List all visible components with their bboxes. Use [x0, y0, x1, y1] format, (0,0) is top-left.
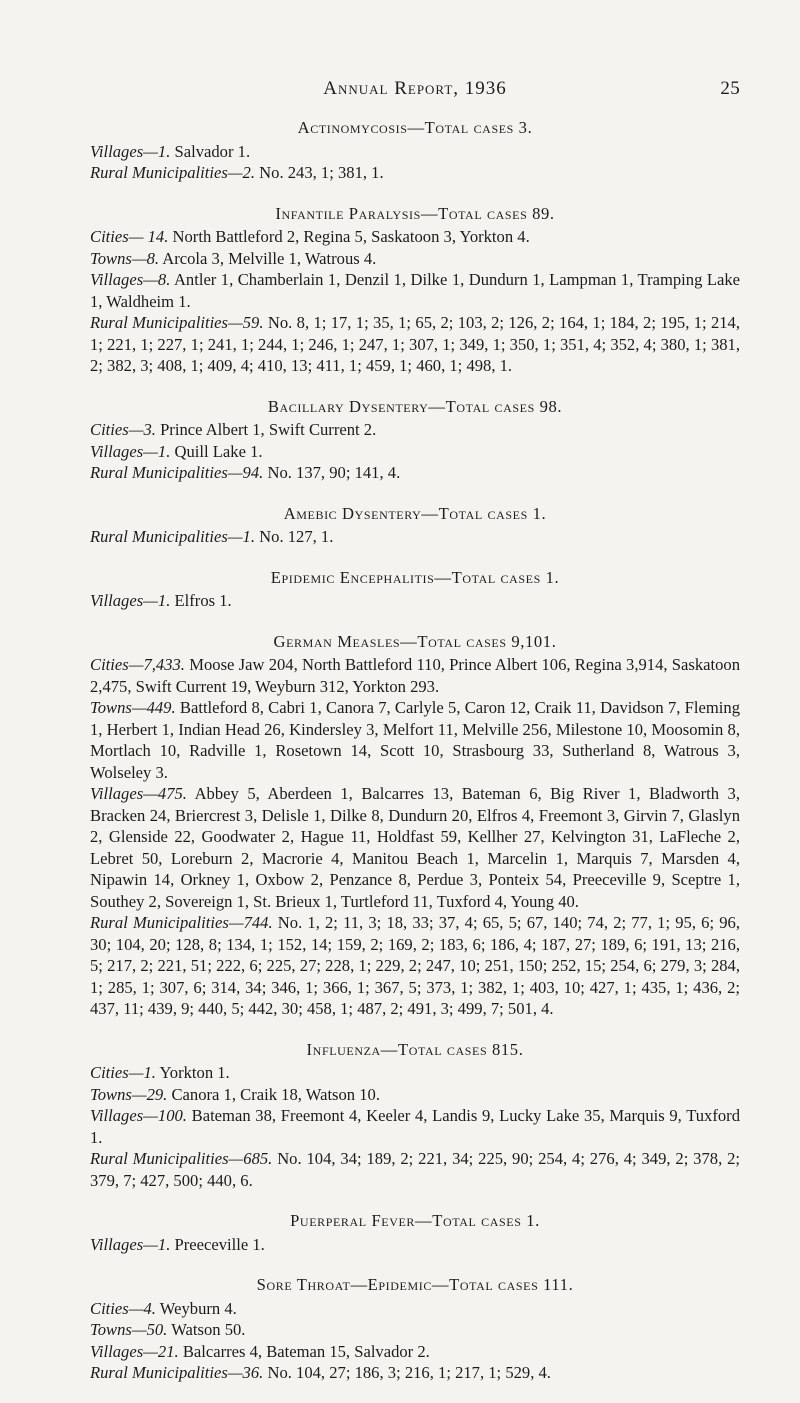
locality-entry — [90, 1319, 740, 1341]
locality-entry — [90, 697, 740, 783]
locality-case-list: No. 243, 1; 381, 1. — [259, 163, 384, 182]
locality-case-list: No. 137, 90; 141, 4. — [267, 463, 401, 482]
locality-case-list: North Battleford 2, Regina 5, Saskatoon 3, Yorkton 4. — [172, 227, 530, 246]
disease-heading: Bacillary Dysentery—Total cases 98. — [267, 396, 563, 416]
disease-heading: Sore Throat—Epidemic—Total cases 111. — [256, 1275, 574, 1294]
page-number: 25 — [720, 78, 740, 99]
locality-case-list: No. 127, 1. — [259, 527, 334, 546]
disease-heading: Infantile Paralysis—Total cases 89. — [275, 203, 555, 223]
disease-section — [90, 503, 740, 548]
locality-case-list: Weyburn 4. — [159, 1298, 237, 1318]
disease-section — [90, 1274, 740, 1384]
locality-entry — [90, 162, 740, 184]
disease-section — [90, 117, 740, 184]
locality-category-label: Villages—8. — [90, 270, 171, 289]
locality-case-list: Elfros 1. — [174, 591, 232, 610]
disease-heading: Influenza—Total cases 815. — [306, 1039, 524, 1059]
page-header — [90, 78, 740, 108]
locality-category-label: Rural Municipalities—685. — [90, 1149, 273, 1168]
locality-category-label: Cities—1. — [90, 1063, 156, 1082]
locality-entry — [90, 269, 740, 312]
disease-section — [90, 1039, 740, 1192]
locality-entry — [90, 226, 740, 248]
locality-category-label: Cities—3. — [90, 420, 156, 439]
locality-entry — [90, 419, 740, 441]
disease-heading: Puerperal Fever—Total cases 1. — [290, 1211, 540, 1230]
locality-entry — [90, 248, 740, 270]
locality-category-label: Villages—475. — [90, 784, 187, 803]
locality-case-list: Salvador 1. — [174, 141, 251, 161]
disease-heading: German Measles—Total cases 9,101. — [273, 631, 557, 651]
locality-entry — [90, 1234, 740, 1256]
locality-entry — [90, 783, 740, 912]
locality-entry — [90, 912, 740, 1020]
locality-case-list: Yorkton 1. — [159, 1063, 230, 1082]
locality-case-list: Battleford 8, Cabri 1, Canora 7, Carlyle 5, Caron 12, Craik 11, Davidson 7, Fleming 1, Herbert 1, Indian Head 26, Kindersley 3, Melfort 11, Melville 256, Milestone 10, Moosomin 8, Mortlach 10, Radville 1, Rosetown 14, Scott 10, Strasbourg 33, Sutherland 8, Watrous 3, Wolseley 3. — [90, 698, 740, 782]
locality-category-label: Rural Municipalities—94. — [90, 463, 264, 482]
locality-category-label: Rural Municipalities—744. — [90, 913, 273, 932]
locality-case-list: Arcola 3, Melville 1, Watrous 4. — [162, 248, 377, 268]
locality-category-label: Rural Municipalities—2. — [90, 163, 256, 182]
report-body — [90, 117, 740, 1403]
disease-section — [90, 396, 740, 484]
locality-entry — [90, 1148, 740, 1191]
disease-section — [90, 203, 740, 377]
locality-case-list: Canora 1, Craik 18, Watson 10. — [171, 1084, 380, 1104]
locality-category-label: Rural Municipalities—1. — [90, 527, 256, 546]
locality-category-label: Towns—8. — [90, 248, 160, 268]
locality-case-list: Prince Albert 1, Swift Current 2. — [160, 420, 377, 439]
locality-category-label: Towns—449. — [90, 698, 176, 717]
locality-category-label: Cities—7,433. — [90, 655, 185, 674]
locality-entry — [90, 141, 740, 163]
locality-entry — [90, 1298, 740, 1320]
locality-case-list: No. 104, 34; 189, 2; 221, 34; 225, 90; 254, 4; 276, 4; 349, 2; 378, 2; 379, 7; 427, 500; 440, 6. — [90, 1149, 740, 1190]
locality-case-list: No. 8, 1; 17, 1; 35, 1; 65, 2; 103, 2; 126, 2; 164, 1; 184, 2; 195, 1; 214, 1; 221, 1; 227, 1; 241, 1; 244, 1; 246, 1; 247, 1; 307, 1; 349, 1; 350, 1; 351, 4; 352, 4; 380, 1; 381, 2; 382, 3; 408, 1; 409, 4; 410, 13; 411, 1; 459, 1; 460, 1; 498, 1. — [90, 313, 740, 375]
locality-category-label: Cities—4. — [90, 1298, 156, 1318]
locality-entry — [90, 1362, 740, 1384]
locality-case-list: Moose Jaw 204, North Battleford 110, Prince Albert 106, Regina 3,914, Saskatoon 2,475, Swift Current 19, Weyburn 312, Yorkton 293. — [90, 655, 740, 696]
locality-case-list: Abbey 5, Aberdeen 1, Balcarres 13, Bateman 6, Big River 1, Bladworth 3, Bracken 24, Briercrest 3, Delisle 1, Dilke 8, Dundurn 20, Elfros 4, Freemont 3, Girvin 7, Glaslyn 2, Glenside 22, Goodwater 2, Hague 11, Holdfast 59, Kellher 27, Kelvington 31, LaFleche 2, Lebret 50, Loreburn 2, Macrorie 4, Manitou Beach 1, Marcelin 1, Marquis 7, Marsden 4, Nipawin 14, Orkney 1, Oxbow 2, Penzance 8, Perdue 3, Ponteix 54, Preeceville 9, Sceptre 1, Southey 2, Sovereign 1, St. Brieux 1, Turtleford 11, Tuxford 4, Young 40. — [90, 784, 741, 911]
locality-case-list: No. 1, 2; 11, 3; 18, 33; 37, 4; 65, 5; 67, 140; 74, 2; 77, 1; 95, 6; 96, 30; 104, 20; 128, 8; 134, 1; 152, 14; 159, 2; 169, 2; 183, 6; 186, 4; 187, 27; 189, 6; 191, 13; 216, 5; 217, 2; 221, 51; 222, 6; 225, 27; 228, 1; 229, 2; 247, 10; 251, 150; 252, 15; 254, 6; 279, 3; 284, 1; 285, 1; 307, 6; 314, 34; 346, 1; 366, 1; 367, 5; 373, 1; 382, 1; 403, 10; 427, 1; 435, 1; 436, 2; 437, 11; 439, 9; 440, 5; 442, 30; 458, 1; 487, 2; 491, 3; 499, 7; 501, 4. — [90, 913, 740, 1018]
locality-entry — [90, 441, 740, 463]
locality-case-list: Antler 1, Chamberlain 1, Denzil 1, Dilke 1, Dundurn 1, Lampman 1, Tramping Lake 1, Waldheim 1. — [90, 270, 741, 311]
locality-case-list: Quill Lake 1. — [174, 441, 263, 461]
locality-entry — [90, 654, 740, 697]
locality-entry — [90, 526, 740, 548]
disease-section — [90, 567, 740, 612]
locality-category-label: Rural Municipalities—59. — [90, 313, 264, 332]
locality-category-label: Villages—21. — [90, 1341, 179, 1361]
locality-entry — [90, 590, 740, 612]
locality-entry — [90, 462, 740, 484]
locality-case-list: Watson 50. — [171, 1320, 246, 1339]
disease-heading: Actinomycosis—Total cases 3. — [297, 118, 533, 137]
locality-category-label: Rural Municipalities—36. — [90, 1363, 264, 1382]
locality-case-list: No. 104, 27; 186, 3; 216, 1; 217, 1; 529, 4. — [267, 1363, 551, 1382]
locality-category-label: Villages—1. — [90, 141, 171, 161]
disease-heading: Epidemic Encephalitis—Total cases 1. — [270, 567, 560, 587]
locality-case-list: Balcarres 4, Bateman 15, Salvador 2. — [182, 1341, 430, 1361]
locality-category-label: Cities— 14. — [90, 227, 169, 246]
locality-category-label: Towns—29. — [90, 1084, 168, 1104]
disease-heading: Amebic Dysentery—Total cases 1. — [283, 503, 547, 523]
locality-entry — [90, 1341, 740, 1363]
locality-entry — [90, 312, 740, 377]
locality-case-list: Bateman 38, Freemont 4, Keeler 4, Landis 9, Lucky Lake 35, Marquis 9, Tuxford 1. — [90, 1106, 740, 1147]
disease-section — [90, 1210, 740, 1255]
locality-category-label: Villages—1. — [90, 441, 171, 461]
locality-entry — [90, 1084, 740, 1106]
locality-case-list: Preeceville 1. — [174, 1234, 265, 1254]
disease-section — [90, 631, 740, 1020]
locality-entry — [90, 1105, 740, 1148]
locality-category-label: Villages—100. — [90, 1106, 187, 1125]
locality-category-label: Villages—1. — [90, 591, 171, 610]
running-title: Annual Report, 1936 — [323, 78, 507, 99]
locality-category-label: Villages—1. — [90, 1234, 171, 1254]
locality-entry — [90, 1062, 740, 1084]
locality-category-label: Towns—50. — [90, 1320, 168, 1339]
